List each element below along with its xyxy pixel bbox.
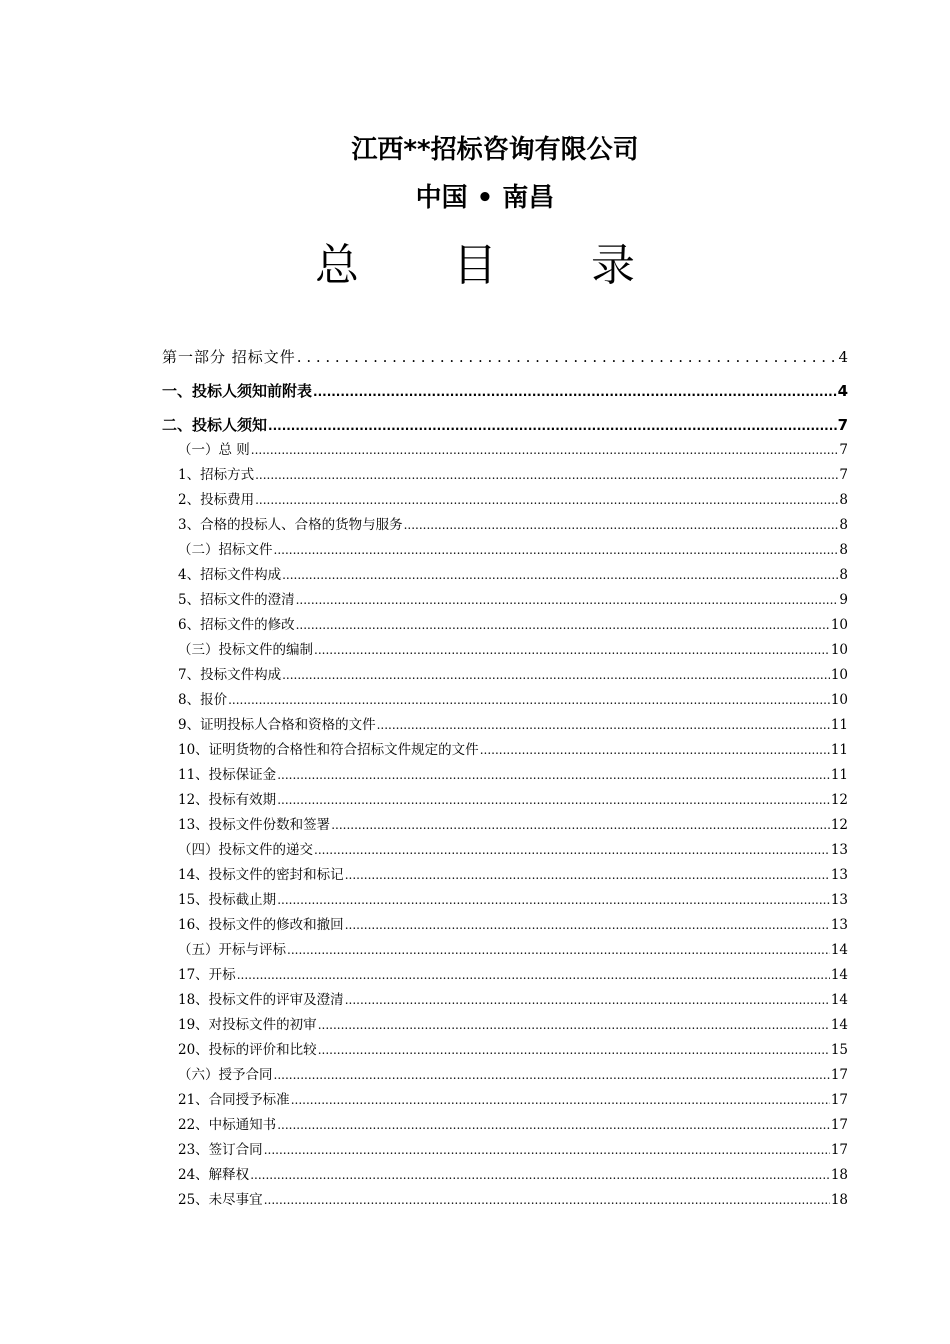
dot-leader xyxy=(274,1064,830,1086)
toc-entry-label: 4、招标文件构成 xyxy=(178,567,282,583)
toc-entry-page: 7 xyxy=(839,442,848,458)
toc-entry-page: 9 xyxy=(839,592,848,608)
dot-leader xyxy=(251,439,839,461)
toc-entry-label: （五）开标与评标 xyxy=(178,942,286,958)
toc-entry-page: 14 xyxy=(830,967,848,983)
toc-entry-label: 14、投标文件的密封和标记 xyxy=(178,867,344,883)
toc-entry-page: 11 xyxy=(830,767,848,783)
dot-leader xyxy=(377,714,830,736)
toc-entry[interactable] xyxy=(162,839,848,861)
toc-entry[interactable] xyxy=(162,1064,848,1086)
toc-entry[interactable] xyxy=(162,589,848,611)
toc-entry[interactable] xyxy=(162,564,848,586)
toc-entry-label: 17、开标 xyxy=(178,967,236,983)
dot-leader xyxy=(268,414,837,437)
toc-entry[interactable] xyxy=(162,346,848,368)
toc-entry[interactable] xyxy=(162,1039,848,1061)
toc-entry-page: 14 xyxy=(830,1017,848,1033)
toc-entry[interactable] xyxy=(162,1114,848,1136)
toc-entry[interactable] xyxy=(162,989,848,1011)
toc-entry-page: 10 xyxy=(830,617,848,633)
toc-entry-page: 17 xyxy=(830,1092,848,1108)
toc-entry-page: 13 xyxy=(830,842,848,858)
dot-leader xyxy=(282,564,838,586)
toc-entry-page: 4 xyxy=(838,348,848,366)
toc-entry-page: 15 xyxy=(830,1042,848,1058)
dot-leader xyxy=(331,814,830,836)
dot-leader xyxy=(296,614,830,636)
toc-entry-label: 20、投标的评价和比较 xyxy=(178,1042,317,1058)
dot-leader xyxy=(277,764,830,786)
toc-entry-page: 7 xyxy=(839,467,848,483)
toc-entry[interactable] xyxy=(162,414,848,436)
toc-entry-label: 10、证明货物的合格性和符合招标文件规定的文件 xyxy=(178,742,479,758)
toc-entry[interactable] xyxy=(162,664,848,686)
toc-entry[interactable] xyxy=(162,889,848,911)
toc-entry[interactable] xyxy=(162,489,848,511)
dot-leader xyxy=(313,380,837,403)
toc-entry-page: 10 xyxy=(830,667,848,683)
dot-leader xyxy=(314,639,830,661)
toc-entry-label: 2、投标费用 xyxy=(178,492,255,508)
toc-entry-label: 5、招标文件的澄清 xyxy=(178,592,295,608)
toc-entry[interactable] xyxy=(162,1164,848,1186)
toc-entry-page: 11 xyxy=(830,742,848,758)
toc-entry[interactable] xyxy=(162,1089,848,1111)
dot-leader xyxy=(264,1139,830,1161)
toc-entry[interactable] xyxy=(162,814,848,836)
toc-entry-label: （一）总 则 xyxy=(178,442,250,458)
toc-entry-label: 二、投标人须知 xyxy=(162,416,268,434)
toc-entry[interactable] xyxy=(162,914,848,936)
toc-entry-label: 11、投标保证金 xyxy=(178,767,277,783)
toc-entry[interactable] xyxy=(162,689,848,711)
toc-entry-page: 14 xyxy=(830,992,848,1008)
dot-leader xyxy=(274,539,839,561)
dot-leader xyxy=(297,346,838,368)
toc-entry-page: 7 xyxy=(837,416,848,434)
dot-leader xyxy=(255,464,838,486)
dot-leader xyxy=(291,1089,830,1111)
toc-entry-label: 16、投标文件的修改和撤回 xyxy=(178,917,344,933)
toc-entry-page: 8 xyxy=(839,517,848,533)
dot-leader xyxy=(282,664,830,686)
toc-entry-page: 12 xyxy=(830,792,848,808)
toc-entry-label: 23、签订合同 xyxy=(178,1142,263,1158)
toc-entry-page: 4 xyxy=(837,382,848,400)
toc-entry[interactable] xyxy=(162,939,848,961)
dot-leader xyxy=(264,1189,830,1211)
dot-leader xyxy=(480,739,830,761)
toc-entry[interactable] xyxy=(162,639,848,661)
dot-leader xyxy=(277,889,830,911)
toc-entry[interactable] xyxy=(162,380,848,402)
company-name: 江西**招标咨询有限公司 xyxy=(351,135,639,165)
toc-entry-label: 21、合同授予标准 xyxy=(178,1092,290,1108)
toc-entry-page: 17 xyxy=(830,1117,848,1133)
toc-entry-label: （二）招标文件 xyxy=(178,542,273,558)
toc-entry-label: 9、证明投标人合格和资格的文件 xyxy=(178,717,376,733)
toc-entry-page: 13 xyxy=(830,867,848,883)
dot-leader xyxy=(250,1164,830,1186)
toc-entry-label: （三）投标文件的编制 xyxy=(178,642,313,658)
toc-entry-label: 25、未尽事宜 xyxy=(178,1192,263,1208)
toc-entry-label: 1、招标方式 xyxy=(178,467,255,483)
toc-entry-page: 13 xyxy=(830,917,848,933)
toc-entry-page: 10 xyxy=(830,692,848,708)
dot-leader xyxy=(237,964,830,986)
toc-entry-page: 8 xyxy=(839,492,848,508)
toc-entry-label: 7、投标文件构成 xyxy=(178,667,282,683)
dot-leader xyxy=(345,914,830,936)
toc-entry-page: 17 xyxy=(830,1067,848,1083)
dot-leader xyxy=(318,1039,830,1061)
toc-entry[interactable] xyxy=(162,739,848,761)
toc-entry-page: 8 xyxy=(839,567,848,583)
toc-entry-page: 17 xyxy=(830,1142,848,1158)
toc-entry-label: 18、投标文件的评审及澄清 xyxy=(178,992,344,1008)
dot-leader xyxy=(345,864,830,886)
toc-entry-label: 一、投标人须知前附表 xyxy=(162,382,313,400)
dot-leader xyxy=(345,989,830,1011)
toc-title: 总 目 录 xyxy=(315,240,675,291)
dot-leader xyxy=(277,789,830,811)
toc-entry[interactable] xyxy=(162,714,848,736)
toc-entry-label: 6、招标文件的修改 xyxy=(178,617,295,633)
toc-entry-label: 24、解释权 xyxy=(178,1167,250,1183)
dot-leader xyxy=(314,839,830,861)
toc-entry-label: （六）授予合同 xyxy=(178,1067,273,1083)
toc-entry[interactable] xyxy=(162,514,848,536)
toc-entry-page: 12 xyxy=(830,817,848,833)
toc-entry-label: 3、合格的投标人、合格的货物与服务 xyxy=(178,517,403,533)
toc-entry[interactable] xyxy=(162,1139,848,1161)
toc-entry[interactable] xyxy=(162,539,848,561)
toc-entry-label: 12、投标有效期 xyxy=(178,792,277,808)
toc-entry-page: 18 xyxy=(830,1192,848,1208)
dot-leader xyxy=(255,489,838,511)
toc-entry-label: 13、投标文件份数和签署 xyxy=(178,817,331,833)
dot-leader xyxy=(228,689,830,711)
location: 中国 • 南昌 xyxy=(415,183,555,213)
toc-entry-label: 22、中标通知书 xyxy=(178,1117,277,1133)
toc-entry-label: 第一部分 招标文件 xyxy=(162,348,296,366)
toc-entry-page: 14 xyxy=(830,942,848,958)
toc-entry[interactable] xyxy=(162,464,848,486)
toc-entry[interactable] xyxy=(162,1014,848,1036)
toc-entry-page: 10 xyxy=(830,642,848,658)
toc-entry[interactable] xyxy=(162,439,848,461)
dot-leader xyxy=(404,514,839,536)
toc-entry[interactable] xyxy=(162,614,848,636)
toc-entry[interactable] xyxy=(162,764,848,786)
toc-entry-page: 18 xyxy=(830,1167,848,1183)
toc-entry-page: 11 xyxy=(830,717,848,733)
toc-entry[interactable] xyxy=(162,964,848,986)
toc-entry[interactable] xyxy=(162,864,848,886)
dot-leader xyxy=(277,1114,830,1136)
dot-leader xyxy=(296,589,839,611)
toc-entry-page: 13 xyxy=(830,892,848,908)
toc-entry[interactable] xyxy=(162,789,848,811)
dot-leader xyxy=(287,939,830,961)
toc-entry[interactable] xyxy=(162,1189,848,1211)
dot-leader xyxy=(318,1014,830,1036)
toc-entry-label: （四）投标文件的递交 xyxy=(178,842,313,858)
toc-entry-label: 19、对投标文件的初审 xyxy=(178,1017,317,1033)
toc-entry-label: 8、报价 xyxy=(178,692,228,708)
toc-entry-label: 15、投标截止期 xyxy=(178,892,277,908)
toc-entry-page: 8 xyxy=(839,542,848,558)
